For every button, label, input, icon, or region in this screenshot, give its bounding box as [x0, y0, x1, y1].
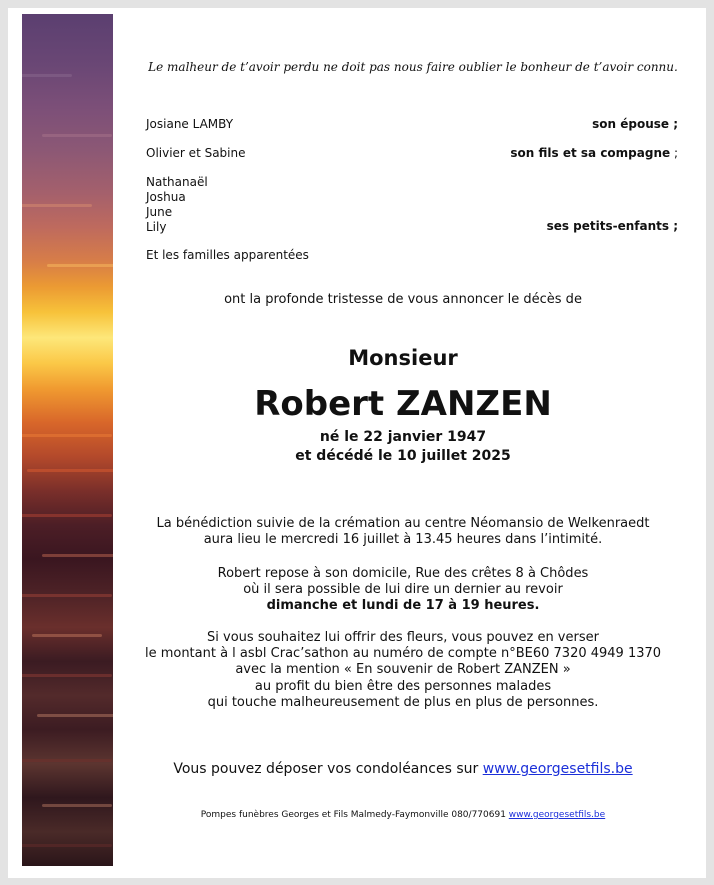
footer-text: Pompes funèbres Georges et Fils Malmedy-Faymonville 080/770691 — [200, 810, 509, 820]
ceremony-line: aura lieu le mercredi 16 juillet à 13.45 heures dans l’intimité. — [203, 532, 603, 548]
grandchildren-list — [146, 175, 208, 235]
obituary-page — [8, 8, 706, 878]
condolences-line — [108, 761, 698, 777]
announcement-text: ont la profonde tristesse de vous annoncer le décès de — [224, 292, 582, 307]
son-role — [510, 146, 678, 160]
death-date: et décédé le 10 juillet 2025 — [295, 448, 511, 464]
visitation-paragraph — [108, 566, 698, 615]
donation-line: au profit du bien être des personnes malades — [254, 678, 552, 694]
condolences-text: Vous pouvez déposer vos condoléances sur — [173, 761, 483, 777]
donation-line: le montant à l asbl Crac’sathon au numéro de compte n°BE60 7320 4949 1370 — [144, 646, 662, 662]
deceased-title: Monsieur — [348, 346, 458, 370]
birth-date: né le 22 janvier 1947 — [319, 429, 487, 445]
spouse-row — [146, 117, 678, 131]
grandchild-name: June — [146, 205, 173, 219]
grandchild-name: Nathanaël — [146, 175, 208, 189]
son-name: Olivier et Sabine — [146, 146, 246, 160]
deceased-dates — [123, 428, 683, 466]
donation-paragraph — [108, 630, 698, 711]
sunset-photo-strip — [22, 14, 113, 866]
son-role-label: son fils et sa compagne — [510, 146, 671, 160]
visitation-hours: dimanche et lundi de 17 à 19 heures. — [266, 598, 540, 614]
ceremony-line: La bénédiction suivie de la crémation au centre Néomansio de Welkenraedt — [156, 516, 650, 531]
grandchildren-role: ses petits-enfants ; — [546, 219, 678, 233]
condolences-link[interactable]: www.georgesetfils.be — [482, 761, 633, 777]
visitation-line: Robert repose à son domicile, Rue des crêtes 8 à Chôdes — [217, 566, 589, 581]
son-role-end: ; — [670, 146, 678, 160]
funeral-home-footer — [108, 810, 698, 820]
visitation-line: où il sera possible de lui dire un dernier au revoir — [243, 582, 563, 598]
grandchild-name: Joshua — [146, 190, 186, 204]
motto-quote: Le malheur de t’avoir perdu ne doit pas nous faire oublier le bonheur de t’avoir connu. — [148, 60, 678, 74]
donation-line: Si vous souhaitez lui offrir des fleurs, vous pouvez en verser — [207, 630, 599, 645]
grandchild-name: Lily — [146, 220, 167, 234]
donation-line: avec la mention « En souvenir de Robert ZANZEN » — [235, 662, 571, 678]
son-row — [146, 146, 678, 160]
spouse-role: son épouse ; — [592, 117, 678, 131]
donation-line: qui touche malheureusement de plus en plus de personnes. — [207, 694, 599, 710]
spouse-name: Josiane LAMBY — [146, 117, 234, 131]
relatives-line: Et les familles apparentées — [146, 248, 309, 262]
ceremony-paragraph — [108, 516, 698, 548]
deceased-name: Robert ZANZEN — [254, 384, 552, 424]
footer-link[interactable]: www.georgesetfils.be — [508, 810, 606, 820]
